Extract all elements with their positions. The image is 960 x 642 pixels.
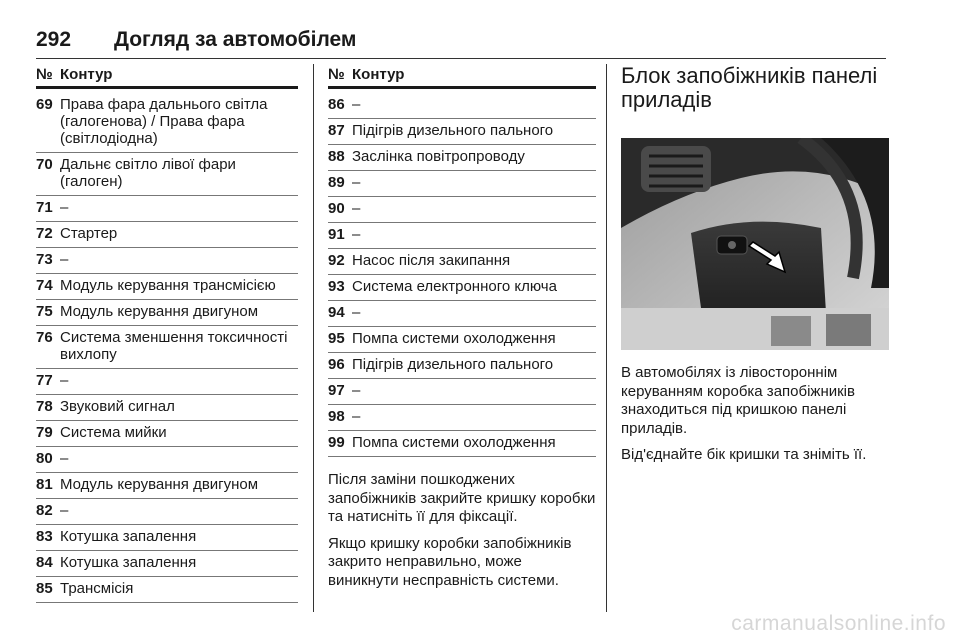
col-header-circuit: Контур xyxy=(352,66,405,83)
circuit-name: – xyxy=(60,199,69,216)
subsection-heading: Блок запобіжників панелі приладів xyxy=(621,63,878,112)
circuit-name: Котушка запалення xyxy=(60,528,197,545)
circuit-name: Система мийки xyxy=(60,424,167,441)
page-header xyxy=(36,22,886,52)
fuse-table-right xyxy=(328,64,596,598)
circuit-name: Помпа системи охолодження xyxy=(352,330,556,347)
circuit-name: – xyxy=(352,304,361,321)
table-row xyxy=(328,145,596,171)
fuse-number: 69 xyxy=(36,96,53,113)
table-row xyxy=(36,93,298,153)
table-row xyxy=(36,395,298,421)
fuse-number: 88 xyxy=(328,148,345,165)
table-row xyxy=(328,93,596,119)
fuse-number: 82 xyxy=(36,502,53,519)
circuit-name: Модуль керування двигуном xyxy=(60,303,259,320)
fuse-number: 86 xyxy=(328,96,345,113)
table-row xyxy=(36,499,298,525)
table-header xyxy=(328,64,596,86)
fuse-number: 75 xyxy=(36,303,53,320)
circuit-name: – xyxy=(352,382,361,399)
circuit-name: – xyxy=(352,408,361,425)
paragraph: Якщо кришку коробки запобіжників закрито неправильно, може виникнути несправність системи. xyxy=(328,534,572,589)
circuit-name: Заслінка повітропроводу xyxy=(352,148,525,165)
circuit-name: – xyxy=(60,251,69,268)
fuse-number: 74 xyxy=(36,277,53,294)
table-row xyxy=(328,353,596,379)
fuse-number: 87 xyxy=(328,122,345,139)
table-row xyxy=(36,473,298,499)
circuit-name: Помпа системи охолодження xyxy=(352,434,556,451)
table-row xyxy=(36,326,298,369)
circuit-name: Котушка запалення xyxy=(60,554,197,571)
fuse-number: 79 xyxy=(36,424,53,441)
fuse-number: 89 xyxy=(328,174,345,191)
col-header-no: № xyxy=(328,66,345,83)
table-row xyxy=(36,421,298,447)
table-row xyxy=(36,274,298,300)
table-row xyxy=(36,300,298,326)
fuse-box-photo xyxy=(621,138,889,350)
fuse-number: 81 xyxy=(36,476,53,493)
circuit-name: Дальнє світло лівої фари (галоген) xyxy=(60,156,236,190)
table-row xyxy=(36,248,298,274)
paragraph: Від'єднайте бік кришки та зніміть її. xyxy=(621,446,867,463)
circuit-name: Модуль керування двигуном xyxy=(60,476,259,493)
table-row xyxy=(36,222,298,248)
paragraph: Після заміни пошкоджених запобіжників закрийте кришку коробки та натисніть її для фіксації. xyxy=(328,471,596,525)
table-header-rule xyxy=(328,86,596,89)
fuse-number: 76 xyxy=(36,329,53,346)
table-row xyxy=(328,197,596,223)
circuit-name: Система електронного ключа xyxy=(352,278,557,295)
table-row xyxy=(328,379,596,405)
circuit-name: Підігрів дизельного пального xyxy=(352,356,554,373)
watermark: carmanualsonline.info xyxy=(731,612,946,635)
circuit-name: – xyxy=(352,174,361,191)
page-number: 292 xyxy=(36,28,72,51)
table-row xyxy=(36,153,298,196)
fuse-number: 93 xyxy=(328,278,345,295)
circuit-name: – xyxy=(60,372,69,389)
column-divider xyxy=(606,64,607,612)
table-row xyxy=(328,405,596,431)
fuse-number: 85 xyxy=(36,580,53,597)
circuit-name: – xyxy=(60,450,69,467)
table-header-rule xyxy=(36,86,298,89)
fuse-number: 73 xyxy=(36,251,53,268)
fuse-table-left xyxy=(36,64,298,603)
table-row xyxy=(36,196,298,222)
fuse-number: 98 xyxy=(328,408,345,425)
fuse-number: 84 xyxy=(36,554,53,571)
circuit-name: – xyxy=(352,96,361,113)
table-row xyxy=(328,171,596,197)
fuse-number: 97 xyxy=(328,382,345,399)
fuse-number: 92 xyxy=(328,252,345,269)
table-row xyxy=(36,369,298,395)
table-row xyxy=(328,431,596,457)
circuit-name: – xyxy=(352,200,361,217)
circuit-name: Звуковий сигнал xyxy=(60,398,175,415)
fuse-number: 96 xyxy=(328,356,345,373)
table-header xyxy=(36,64,298,86)
circuit-name: Система зменшення токсичності вихлопу xyxy=(60,329,288,363)
circuit-name: – xyxy=(60,502,69,519)
column-divider xyxy=(313,64,314,612)
fuse-number: 78 xyxy=(36,398,53,415)
fuse-number: 71 xyxy=(36,199,53,216)
fuse-number: 94 xyxy=(328,304,345,321)
circuit-name: Трансмісія xyxy=(60,580,134,597)
fuse-number: 80 xyxy=(36,450,53,467)
col-header-circuit: Контур xyxy=(60,66,113,83)
table-row xyxy=(36,577,298,603)
table-row xyxy=(328,275,596,301)
fuse-number: 72 xyxy=(36,225,53,242)
fuse-number: 70 xyxy=(36,156,53,173)
table-row xyxy=(328,327,596,353)
table-row xyxy=(36,551,298,577)
fuse-number: 95 xyxy=(328,330,345,347)
right-column xyxy=(621,64,889,473)
fuse-number: 90 xyxy=(328,200,345,217)
table-row xyxy=(328,301,596,327)
table-row xyxy=(328,119,596,145)
section-title: Догляд за автомобілем xyxy=(114,28,357,51)
circuit-name: Стартер xyxy=(60,225,118,242)
table-row xyxy=(328,249,596,275)
circuit-name: Насос після закипання xyxy=(352,252,511,269)
paragraph: В автомобілях із лівостороннім керуванням коробка запобіжників знаходиться під кришкою панелі приладів. xyxy=(621,364,855,437)
circuit-name: Права фара дальнього світла (галогенова) / Права фара (світлодіодна) xyxy=(60,96,268,147)
table-body-left xyxy=(36,93,298,603)
fuse-number: 91 xyxy=(328,226,345,243)
fuse-number: 83 xyxy=(36,528,53,545)
table-row xyxy=(36,525,298,551)
table-body-right xyxy=(328,93,596,457)
table-row xyxy=(36,447,298,473)
fuse-number: 99 xyxy=(328,434,345,451)
circuit-name: Підігрів дизельного пального xyxy=(352,122,554,139)
header-rule xyxy=(36,58,886,59)
col-header-no: № xyxy=(36,66,53,83)
circuit-name: Модуль керування трансмісією xyxy=(60,277,276,294)
table-row xyxy=(328,223,596,249)
fuse-number: 77 xyxy=(36,372,53,389)
circuit-name: – xyxy=(352,226,361,243)
